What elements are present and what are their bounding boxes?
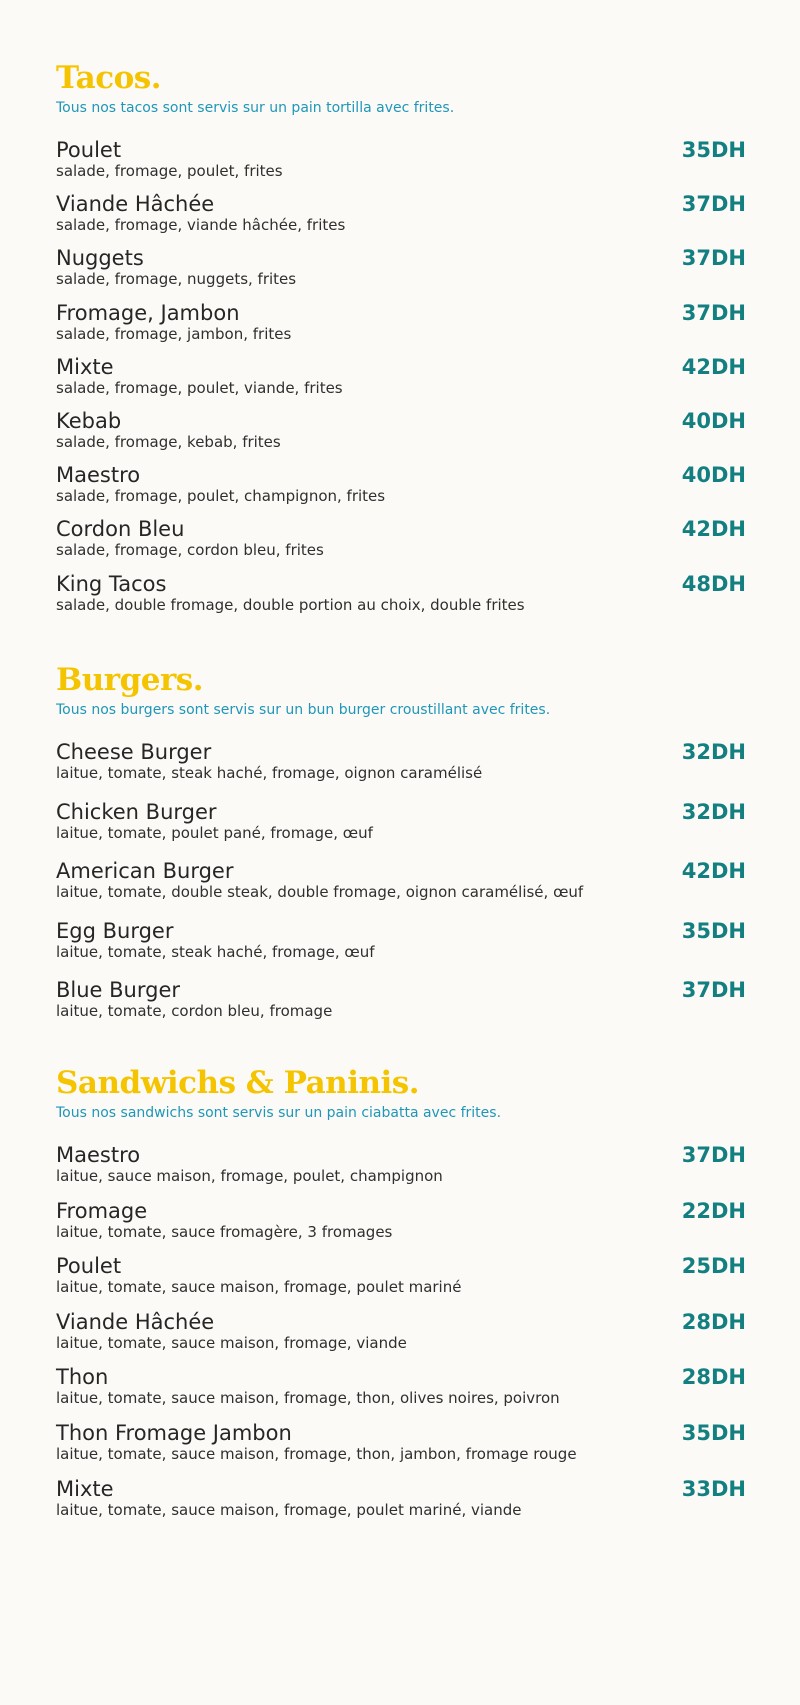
item-name: Poulet xyxy=(56,138,122,162)
item-price: 28DH xyxy=(681,1309,746,1334)
item-price: 37DH xyxy=(681,300,746,325)
item-price: 40DH xyxy=(681,408,746,433)
section-title: Burgers. xyxy=(56,662,204,698)
item-description: laitue, tomate, sauce maison, fromage, thon, olives noires, poivron xyxy=(56,1389,560,1408)
item-description: laitue, tomate, sauce maison, fromage, thon, jambon, fromage rouge xyxy=(56,1444,577,1463)
menu-item xyxy=(56,1254,746,1310)
item-description: salade, fromage, poulet, viande, frites xyxy=(56,378,343,397)
item-name: Poulet xyxy=(56,1254,122,1279)
item-description: salade, double fromage, double portion au choix, double frites xyxy=(56,595,525,614)
menu-item xyxy=(56,1310,746,1366)
menu-item xyxy=(56,409,746,463)
menu-item xyxy=(56,301,746,355)
item-description: salade, fromage, cordon bleu, frites xyxy=(56,541,324,560)
item-description: laitue, tomate, cordon bleu, fromage xyxy=(56,1002,333,1021)
section-subtitle: Tous nos tacos sont servis sur un pain tortilla avec frites. xyxy=(56,100,455,116)
item-description: salade, fromage, poulet, champignon, frites xyxy=(56,487,386,506)
item-name: Thon xyxy=(56,1365,109,1390)
item-name: Mixte xyxy=(56,1476,114,1501)
sandwiches-section xyxy=(56,1063,746,1532)
item-name: Nuggets xyxy=(56,246,144,271)
item-price: 48DH xyxy=(681,571,746,596)
item-name: Blue Burger xyxy=(56,978,181,1003)
section-subtitle: Tous nos sandwichs sont servis sur un pain ciabatta avec frites. xyxy=(56,1105,502,1121)
item-price: 25DH xyxy=(681,1254,746,1279)
item-name: Mixte xyxy=(56,354,114,379)
menu-item xyxy=(56,1421,746,1477)
item-name: King Tacos xyxy=(56,571,167,596)
item-name: American Burger xyxy=(56,859,234,884)
item-description: laitue, sauce maison, fromage, poulet, champignon xyxy=(56,1167,443,1185)
menu-item xyxy=(56,192,746,246)
item-name: Viande Hâchée xyxy=(56,1309,215,1334)
item-description: salade, fromage, poulet, frites xyxy=(56,162,283,180)
item-price: 42DH xyxy=(681,354,746,379)
menu-item xyxy=(56,1477,746,1533)
menu-item xyxy=(56,355,746,409)
menu-item xyxy=(56,740,746,800)
item-description: laitue, tomate, steak haché, fromage, œuf xyxy=(56,942,375,961)
item-name: Egg Burger xyxy=(56,918,174,943)
item-price: 28DH xyxy=(681,1365,746,1390)
item-description: laitue, tomate, sauce maison, fromage, poulet mariné xyxy=(56,1278,462,1297)
item-description: laitue, tomate, poulet pané, fromage, œuf xyxy=(56,823,373,842)
item-name: Cheese Burger xyxy=(56,740,212,764)
item-description: laitue, tomate, steak haché, fromage, oignon caramélisé xyxy=(56,764,483,782)
item-name: Thon Fromage Jambon xyxy=(56,1420,292,1445)
burgers-section xyxy=(56,660,746,1038)
menu-item xyxy=(56,572,746,626)
item-description: salade, fromage, kebab, frites xyxy=(56,432,281,451)
item-price: 42DH xyxy=(681,517,746,542)
item-price: 32DH xyxy=(681,799,746,824)
section-title: Sandwichs & Paninis. xyxy=(56,1065,420,1101)
tacos-section xyxy=(56,58,746,626)
item-name: Maestro xyxy=(56,463,141,488)
item-name: Kebab xyxy=(56,408,122,433)
menu-item xyxy=(56,1199,746,1255)
item-price: 35DH xyxy=(681,1420,746,1445)
menu-item xyxy=(56,919,746,979)
item-price: 37DH xyxy=(681,1143,746,1167)
item-name: Viande Hâchée xyxy=(56,192,215,217)
item-price: 37DH xyxy=(681,246,746,271)
menu-item xyxy=(56,1365,746,1421)
menu-item xyxy=(56,517,746,571)
menu-item xyxy=(56,859,746,919)
item-name: Fromage, Jambon xyxy=(56,300,240,325)
menu-item xyxy=(56,246,746,300)
item-price: 42DH xyxy=(681,859,746,884)
item-price: 22DH xyxy=(681,1198,746,1223)
menu-item xyxy=(56,978,746,1038)
menu-item xyxy=(56,463,746,517)
item-description: laitue, tomate, sauce maison, fromage, poulet mariné, viande xyxy=(56,1500,522,1519)
menu-item xyxy=(56,800,746,860)
item-price: 35DH xyxy=(681,918,746,943)
section-subtitle: Tous nos burgers sont servis sur un bun burger croustillant avec frites. xyxy=(56,702,551,718)
item-description: salade, fromage, jambon, frites xyxy=(56,324,292,343)
menu-item xyxy=(56,1143,746,1199)
item-price: 40DH xyxy=(681,463,746,488)
item-name: Maestro xyxy=(56,1143,141,1167)
item-price: 35DH xyxy=(681,138,746,162)
menu-items-list xyxy=(56,138,746,626)
item-description: laitue, tomate, sauce fromagère, 3 fromages xyxy=(56,1222,393,1241)
item-description: laitue, tomate, double steak, double fromage, oignon caramélisé, œuf xyxy=(56,883,584,902)
item-description: laitue, tomate, sauce maison, fromage, viande xyxy=(56,1333,407,1352)
menu-item xyxy=(56,138,746,192)
menu-items-list xyxy=(56,1143,746,1532)
item-name: Chicken Burger xyxy=(56,799,217,824)
item-description: salade, fromage, viande hâchée, frites xyxy=(56,216,346,235)
item-price: 32DH xyxy=(681,740,746,764)
item-price: 37DH xyxy=(681,978,746,1003)
menu-items-list xyxy=(56,740,746,1038)
item-name: Fromage xyxy=(56,1198,148,1223)
section-title: Tacos. xyxy=(56,60,161,96)
item-name: Cordon Bleu xyxy=(56,517,185,542)
item-price: 37DH xyxy=(681,192,746,217)
item-price: 33DH xyxy=(681,1476,746,1501)
item-description: salade, fromage, nuggets, frites xyxy=(56,270,297,289)
